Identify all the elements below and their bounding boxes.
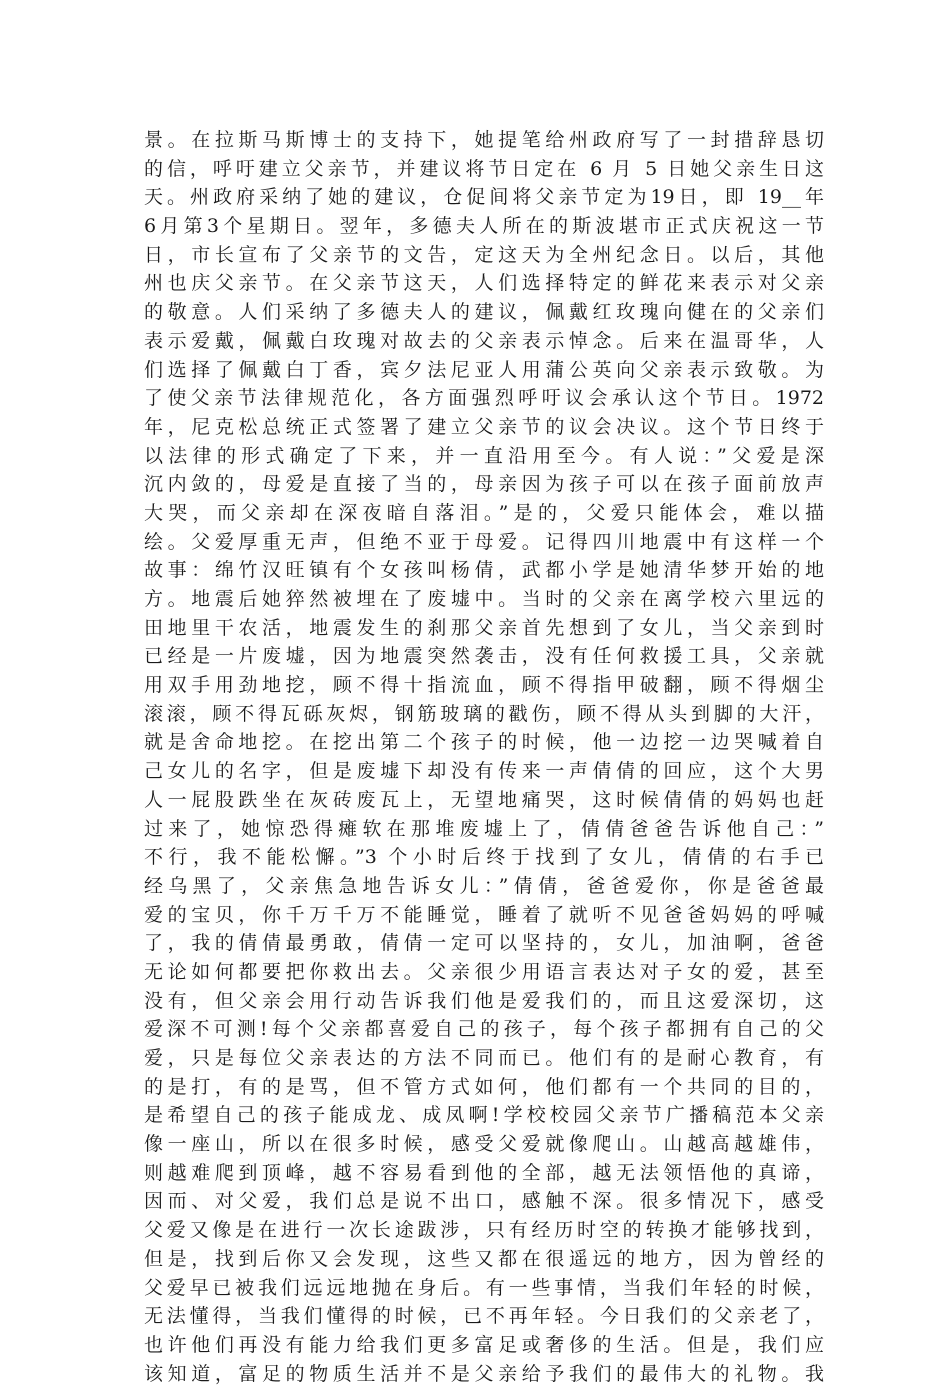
text-line: 无法懂得，当我们懂得的时候，已不再年轻。今日我们的父亲老了， (144, 1305, 824, 1328)
text-line: 绘。父爱厚重无声，但绝不亚于母爱。记得四川地震中有这样一个 (144, 530, 824, 553)
text-line: 大哭，而父亲却在深夜暗自落泪。”是的，父爱只能体会，难以描 (144, 501, 824, 524)
text-line: 经乌黑了，父亲焦急地告诉女儿：”倩倩，爸爸爱你，你是爸爸最 (144, 874, 824, 897)
text-line: 无论如何都要把你救出去。父亲很少用语言表达对子女的爱，甚至 (144, 960, 824, 983)
text-line: 则越难爬到顶峰，越不容易看到他的全部，越无法领悟他的真谛， (144, 1161, 824, 1184)
text-line: 日，市长宣布了父亲节的文告，定这天为全州纪念日。以后，其他 (144, 243, 824, 266)
body-text (144, 126, 824, 1388)
text-line: 的信，呼吁建立父亲节，并建议将节日定在 6 月 5 日她父亲生日这 (144, 157, 824, 180)
text-line: 故事：绵竹汉旺镇有个女孩叫杨倩，武都小学是她清华梦开始的地 (144, 559, 824, 582)
text-line: 沉内敛的，母爱是直接了当的，母亲因为孩子可以在孩子面前放声 (144, 473, 824, 496)
text-line: 父爱早已被我们远远地抛在身后。有一些事情，当我们年轻的时候， (144, 1276, 824, 1299)
text-line: 天。州政府采纳了她的建议，仓促间将父亲节定为19日，即 19__年 (144, 186, 824, 209)
text-line: 以法律的形式确定了下来，并一直沿用至今。有人说：”父爱是深 (144, 444, 824, 467)
text-line: 爱，只是每位父亲表达的方法不同而已。他们有的是耐心教育，有 (144, 1047, 824, 1069)
text-line: 人一屁股跌坐在灰砖废瓦上，无望地痛哭，这时候倩倩的妈妈也赶 (144, 788, 824, 811)
text-line: 景。在拉斯马斯博士的支持下，她提笔给州政府写了一封措辞恳切 (144, 129, 824, 151)
text-line: 就是舍命地挖。在挖出第二个孩子的时候，他一边挖一边哭喊着自 (144, 731, 824, 754)
text-line: 爱的宝贝，你千万千万不能睡觉，睡着了就听不见爸爸妈妈的呼喊 (144, 903, 824, 926)
text-line: 没有，但父亲会用行动告诉我们他是爱我们的，而且这爱深切，这 (144, 989, 824, 1012)
text-line: 该知道，富足的物质生活并不是父亲给予我们的最伟大的礼物。我 (144, 1362, 824, 1385)
text-line: 年，尼克松总统正式签署了建立父亲节的议会决议。这个节日终于 (144, 415, 824, 438)
text-line: 的敬意。人们采纳了多德夫人的建议，佩戴红玫瑰向健在的父亲们 (144, 301, 824, 324)
text-line: 因而、对父爱，我们总是说不出口，感触不深。很多情况下，感受 (144, 1190, 824, 1213)
text-line: 是希望自己的孩子能成龙、成凤啊!学校校园父亲节广播稿范本父亲 (144, 1104, 824, 1127)
text-line: 爱深不可测!每个父亲都喜爱自己的孩子，每个孩子都拥有自己的父 (144, 1018, 824, 1041)
text-line: 了使父亲节法律规范化，各方面强烈呼吁议会承认这个节日。1972 (144, 387, 824, 410)
text-line: 像一座山，所以在很多时候，感受父爱就像爬山。山越高越雄伟， (144, 1133, 824, 1156)
text-line: 也许他们再没有能力给我们更多富足或奢侈的生活。但是，我们应 (144, 1333, 824, 1356)
text-line: 们选择了佩戴白丁香，宾夕法尼亚人用蒲公英向父亲表示致敬。为 (144, 358, 824, 381)
text-line: 方。地震后她猝然被埋在了废墟中。当时的父亲在离学校六里远的 (144, 588, 824, 610)
text-line: 州也庆父亲节。在父亲节这天，人们选择特定的鲜花来表示对父亲 (144, 272, 824, 295)
text-line: 滚滚，顾不得瓦砾灰烬，钢筋玻璃的戳伤，顾不得从头到脚的大汗， (144, 702, 824, 725)
text-line: 了，我的倩倩最勇敢，倩倩一定可以坚持的，女儿，加油啊，爸爸 (144, 932, 824, 955)
text-line: 6月第3个星期日。翌年，多德夫人所在的斯波堪市正式庆祝这一节 (144, 215, 824, 238)
text-line: 表示爱戴，佩戴白玫瑰对故去的父亲表示悼念。后来在温哥华，人 (144, 329, 824, 352)
text-line: 用双手用劲地挖，顾不得十指流血，顾不得指甲破翻，顾不得烟尘 (144, 674, 824, 697)
text-line: 过来了，她惊恐得瘫软在那堆废墟上了，倩倩爸爸告诉他自己：” (144, 817, 824, 840)
text-line: 父爱又像是在进行一次长途跋涉，只有经历时空的转换才能够找到， (144, 1219, 824, 1242)
text-line: 田地里干农活，地震发生的刹那父亲首先想到了女儿，当父亲到时 (144, 616, 824, 639)
text-line: 的是打，有的是骂，但不管方式如何，他们都有一个共同的目的， (144, 1075, 824, 1098)
text-line: 不行，我不能松懈。”3 个小时后终于找到了女儿，倩倩的右手已 (144, 846, 824, 869)
text-line: 但是，找到后你又会发现，这些又都在很遥远的地方，因为曾经的 (144, 1247, 824, 1270)
text-line: 己女儿的名字，但是废墟下却没有传来一声倩倩的回应，这个大男 (144, 760, 824, 783)
text-line: 已经是一片废墟，因为地震突然袭击，没有任何救援工具，父亲就 (144, 645, 824, 668)
